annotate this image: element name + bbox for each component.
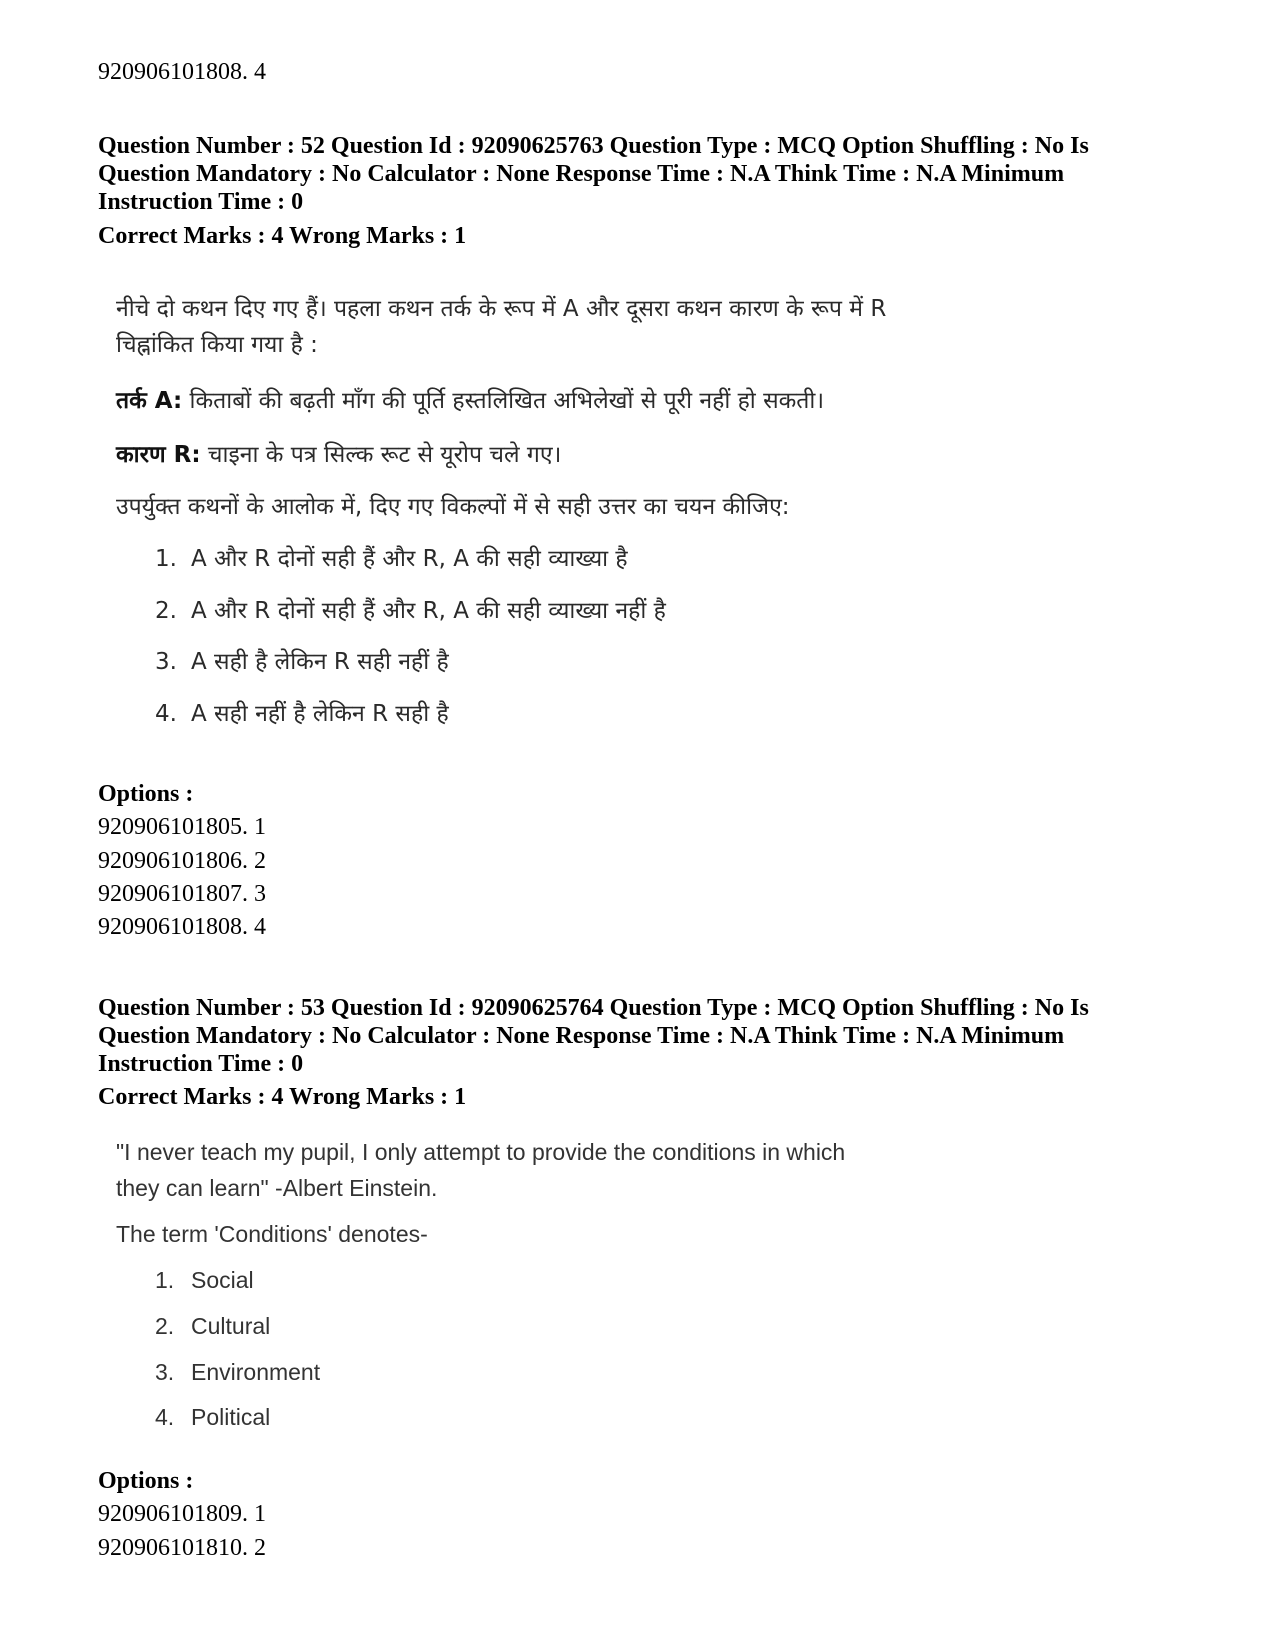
choice-text: Social [191,1267,254,1293]
q52-choice-1 [155,540,628,578]
q52-reason [116,436,561,474]
q52-meta-line2: Question Mandatory : No Calculator : None Response Time : N.A Think Time : N.A Minimum [98,161,1065,187]
q52-marks: Correct Marks : 4 Wrong Marks : 1 [98,223,467,249]
q53-meta-line1: Question Number : 53 Question Id : 92090625764 Question Type : MCQ Option Shuffling : No Is [98,995,1089,1021]
choice-number: 4. [155,701,177,727]
choice-text: Political [191,1404,271,1430]
q52-intro-line1: नीचे दो कथन दिए गए हैं। पहला कथन तर्क के रूप में A और दूसरा कथन कारण के रूप में R [116,296,887,322]
q52-assertion [116,382,824,420]
q52-choice-2 [155,592,666,630]
prev-option-line: 920906101808. 4 [98,59,266,85]
q53-marks: Correct Marks : 4 Wrong Marks : 1 [98,1084,467,1110]
q53-option-2: 920906101810. 2 [98,1535,266,1561]
q53-choice-1 [155,1262,254,1298]
choice-number: 2. [155,1313,175,1339]
q53-meta-line3: Instruction Time : 0 [98,1051,304,1077]
q52-choice-4 [155,695,449,733]
q52-instruction: उपर्युक्त कथनों के आलोक में, दिए गए विकल्पों में से सही उत्तर का चयन कीजिए: [116,494,790,520]
q53-choice-4 [155,1399,270,1435]
choice-text: Environment [191,1359,321,1385]
q52-option-4: 920906101808. 4 [98,914,266,940]
q53-quote-line1: "I never teach my pupil, I only attempt to provide the conditions in which [116,1139,846,1165]
q52-intro-line2: चिह्नांकित किया गया है : [116,332,318,358]
q52-option-3: 920906101807. 3 [98,881,266,907]
choice-number: 3. [155,649,177,675]
choice-number: 4. [155,1404,175,1430]
assertion-label: तर्क A: [116,388,183,414]
q53-options-label: Options : [98,1468,194,1494]
q53-choice-3 [155,1354,320,1390]
q52-meta-line1: Question Number : 52 Question Id : 92090625763 Question Type : MCQ Option Shuffling : No Is [98,133,1089,159]
choice-number: 1. [155,546,177,572]
choice-number: 3. [155,1359,175,1385]
reason-label: कारण R: [116,442,201,468]
choice-text: A सही है लेकिन R सही नहीं है [191,649,449,675]
choice-text: A और R दोनों सही हैं और R, A की सही व्याख्या है [191,546,628,572]
assertion-text: किताबों की बढ़ती माँग की पूर्ति हस्तलिखित अभिलेखों से पूरी नहीं हो सकती। [182,388,825,414]
q52-choice-3 [155,643,449,681]
q53-prompt: The term 'Conditions' denotes- [116,1221,428,1247]
reason-text: चाइना के पत्र सिल्क रूट से यूरोप चले गए। [200,442,562,468]
choice-number: 1. [155,1267,175,1293]
q53-meta-line2: Question Mandatory : No Calculator : None Response Time : N.A Think Time : N.A Minimum [98,1023,1065,1049]
q52-meta-line3: Instruction Time : 0 [98,189,304,215]
choice-text: A सही नहीं है लेकिन R सही है [191,701,449,727]
q52-option-2: 920906101806. 2 [98,848,266,874]
choice-number: 2. [155,598,177,624]
q53-quote-line2: they can learn" -Albert Einstein. [116,1175,438,1201]
q52-options-label: Options : [98,781,194,807]
q53-choice-2 [155,1308,270,1344]
q52-option-1: 920906101805. 1 [98,814,266,840]
q53-option-1: 920906101809. 1 [98,1501,266,1527]
choice-text: Cultural [191,1313,271,1339]
choice-text: A और R दोनों सही हैं और R, A की सही व्याख्या नहीं है [191,598,666,624]
